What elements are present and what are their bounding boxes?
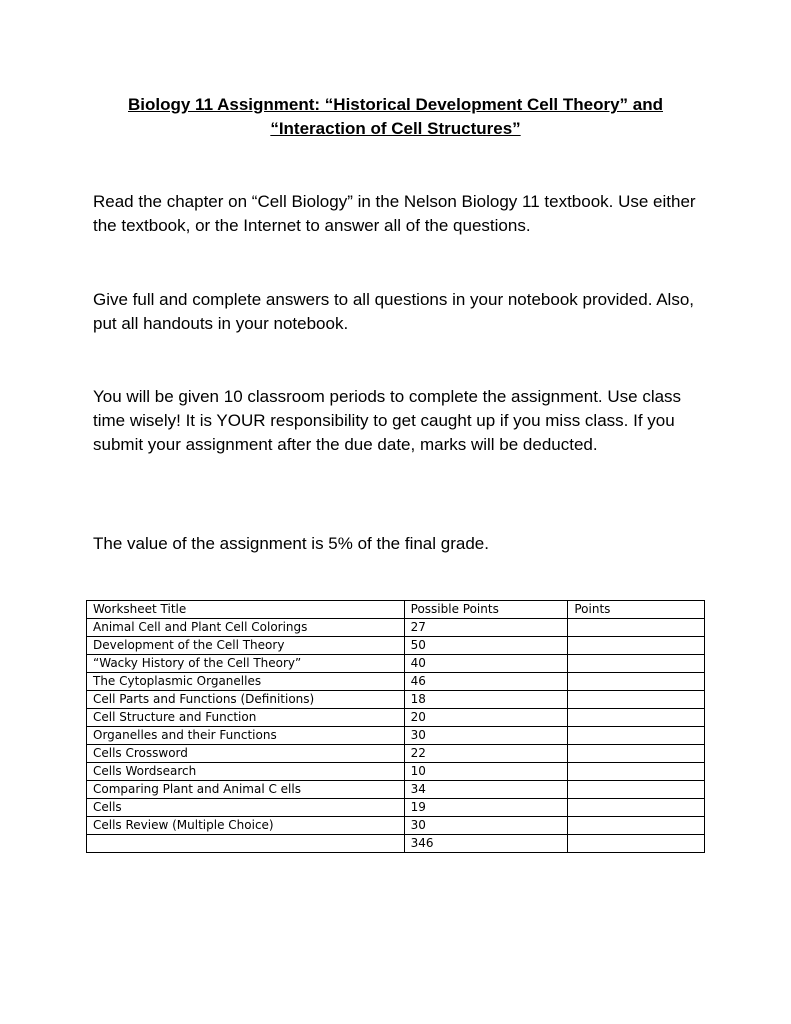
points-cell xyxy=(568,655,705,673)
worksheet-title-cell: Cells Wordsearch xyxy=(87,763,405,781)
header-points: Points xyxy=(568,601,705,619)
points-cell xyxy=(568,691,705,709)
possible-points-cell: 46 xyxy=(404,673,568,691)
possible-points-cell: 30 xyxy=(404,817,568,835)
possible-points-cell: 19 xyxy=(404,799,568,817)
document-title xyxy=(60,93,731,141)
possible-points-cell: 22 xyxy=(404,745,568,763)
possible-points-cell: 27 xyxy=(404,619,568,637)
possible-points-cell: 20 xyxy=(404,709,568,727)
table-row xyxy=(87,619,705,637)
worksheet-title-cell: Cells Crossword xyxy=(87,745,405,763)
worksheet-title-cell: “Wacky History of the Cell Theory” xyxy=(87,655,405,673)
worksheet-title-cell: Comparing Plant and Animal C ells xyxy=(87,781,405,799)
possible-points-cell: 30 xyxy=(404,727,568,745)
table-row xyxy=(87,799,705,817)
instructions-paragraph-value: The value of the assignment is 5% of the final grade. xyxy=(93,534,489,553)
table-row xyxy=(87,691,705,709)
instructions-paragraph-answers: Give full and complete answers to all questions in your notebook provided. Also, put all handouts in your notebook. xyxy=(93,290,695,333)
possible-points-cell: 40 xyxy=(404,655,568,673)
points-cell xyxy=(568,763,705,781)
instructions-paragraph-timeline: You will be given 10 classroom periods to complete the assignment. Use class time wisely! It is YOUR responsibility to get caught up if you miss class. If you submit your assignment after the due date, marks will be deducted. xyxy=(93,387,682,454)
points-cell xyxy=(568,745,705,763)
table-header-row xyxy=(87,601,705,619)
table-total-row xyxy=(87,835,705,853)
points-cell xyxy=(568,727,705,745)
points-cell xyxy=(568,709,705,727)
total-label-cell xyxy=(87,835,405,853)
table-row xyxy=(87,637,705,655)
points-cell xyxy=(568,637,705,655)
total-possible-points-cell: 346 xyxy=(404,835,568,853)
table-row xyxy=(87,817,705,835)
points-cell xyxy=(568,817,705,835)
worksheet-title-cell: Cells Review (Multiple Choice) xyxy=(87,817,405,835)
points-cell xyxy=(568,673,705,691)
worksheet-points-table xyxy=(86,600,705,853)
table-row xyxy=(87,763,705,781)
table-row xyxy=(87,745,705,763)
table-row xyxy=(87,727,705,745)
worksheet-title-cell: Cells xyxy=(87,799,405,817)
points-cell xyxy=(568,799,705,817)
worksheet-title-cell: Cell Structure and Function xyxy=(87,709,405,727)
worksheet-title-cell: Animal Cell and Plant Cell Colorings xyxy=(87,619,405,637)
worksheet-title-cell: Development of the Cell Theory xyxy=(87,637,405,655)
points-cell xyxy=(568,781,705,799)
table-row xyxy=(87,655,705,673)
header-worksheet-title: Worksheet Title xyxy=(87,601,405,619)
worksheet-title-cell: The Cytoplasmic Organelles xyxy=(87,673,405,691)
possible-points-cell: 34 xyxy=(404,781,568,799)
points-cell xyxy=(568,619,705,637)
possible-points-cell: 10 xyxy=(404,763,568,781)
possible-points-cell: 18 xyxy=(404,691,568,709)
worksheet-title-cell: Cell Parts and Functions (Definitions) xyxy=(87,691,405,709)
worksheet-title-cell: Organelles and their Functions xyxy=(87,727,405,745)
title-line-2: “Interaction of Cell Structures” xyxy=(270,119,521,138)
title-line-1: Biology 11 Assignment: “Historical Development Cell Theory” and xyxy=(128,95,663,114)
table-row xyxy=(87,709,705,727)
table-row xyxy=(87,673,705,691)
header-possible-points: Possible Points xyxy=(404,601,568,619)
table-row xyxy=(87,781,705,799)
total-points-cell xyxy=(568,835,705,853)
possible-points-cell: 50 xyxy=(404,637,568,655)
instructions-paragraph-reading: Read the chapter on “Cell Biology” in the Nelson Biology 11 textbook. Use either the textbook, or the Internet to answer all of the questions. xyxy=(93,192,696,235)
